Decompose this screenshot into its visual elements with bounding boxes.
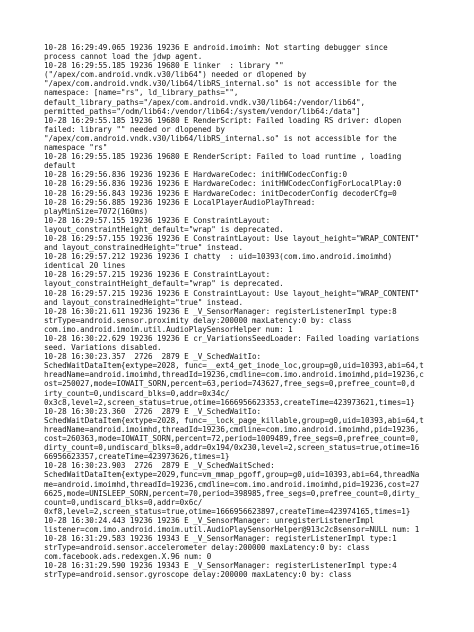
log-line: 10-28 16:29:56.885 19236 19236 E LocalPlayerAudioPlayThread: (44, 197, 316, 207)
log-line: default (44, 161, 76, 171)
log-line: 10-28 16:29:55.185 19236 19680 E RenderScript: Failed to load runtime , loading (44, 152, 402, 162)
log-line: SchedWaitDataItem{extype=2028, func=__ext4_get_inode_loc,group=g0,uid=10393,abi=64,t (44, 361, 424, 371)
log-line: 10-28 16:30:21.611 19236 19236 E _V_SensorManager: registerListenerImpl type:8 (44, 306, 397, 316)
log-line: 0x3c8,level=2,screen_status=true,otime=1666956623353,createTime=423973621,times=1} (44, 397, 415, 407)
log-line: namespace: [name="rs", ld_library_paths="", (44, 88, 239, 98)
log-line: com.facebook.ads.redexgen.X.96 num: 0 (44, 552, 212, 562)
log-line: SchedWaitDataItem{extype=2029,func=vm_mmap_pgoff,group=g0,uid=10393,abi=64,threadNa (44, 470, 420, 480)
log-line: "/apex/com.android.vndk.v30/lib64/libRS_internal.so" is not accessible for the (44, 79, 397, 89)
log-line: strType=android.sensor.accelerometer delay:200000 maxLatency:0 by: class (44, 543, 370, 553)
log-line: hreadName=android.imoimhd,threadId=19236,cmdline=com.imo.android.imoimhd,pid=19236,c (44, 370, 424, 380)
log-line: 0xf8,level=2,screen_status=true,otime=1666956623897,createTime=423974165,times=1} (44, 506, 411, 516)
log-line: 10-28 16:29:55.185 19236 19680 E linker : library "" (44, 61, 284, 71)
log-line: 10-28 16:30:23.903 2726 2879 E _V_SchedWaitSched: (44, 461, 275, 471)
log-line: hreadName=android.imoimhd,threadId=19236,cmdline=com.imo.android.imoimhd,pid=19236, (44, 424, 420, 434)
log-line: failed: library "" needed or dlopened by (44, 124, 225, 134)
log-line: ("/apex/com.android.vndk.v30/lib64") needed or dlopened by (44, 70, 307, 80)
log-line: and layout_constrainedHeight="true" instead. (44, 243, 243, 253)
log-line: 10-28 16:29:57.212 19236 19236 I chatty : uid=10393(com.imo.android.imoimhd) (44, 252, 393, 262)
log-line: irty_count=0,undiscard_blks=0,addr=0x34c/ (44, 388, 230, 398)
log-line: 10-28 16:29:56.836 19236 19236 E HardwareCodec: initHWCodecConfig:0 (44, 170, 347, 180)
log-line: 10-28 16:29:55.185 19236 19680 E RenderScript: Failed loading RS driver: dlopen (44, 115, 402, 125)
log-line: 10-28 16:29:49.065 19236 19236 E android.imoimh: Not starting debugger since (44, 43, 388, 52)
log-line: layout_constraintHeight_default="wrap" is deprecated. (44, 224, 284, 234)
log-line: identical 20 lines (44, 261, 126, 271)
log-line: strType=android.sensor.proximity delay:200000 maxLatency:0 by: class (44, 315, 352, 325)
log-line: 10-28 16:29:57.215 19236 19236 E ConstraintLayout: (44, 270, 271, 280)
log-line: com.imo.android.imoim.util.AudioPlaySensorHelper num: 1 (44, 324, 293, 334)
log-line: 10-28 16:29:57.155 19236 19236 E ConstraintLayout: (44, 215, 271, 225)
log-text-block (44, 43, 454, 580)
log-line: cost=260363,mode=IOWAIT_SORN,percent=72,period=1009489,free_segs=0,prefree_count=0, (44, 434, 420, 444)
log-line: default_library_paths="/apex/com.android.vndk.v30/lib64:/vendor/lib64", (44, 97, 366, 107)
log-line: layout_constraintHeight_default="wrap" is deprecated. (44, 279, 284, 289)
log-line: namespace "rs" (44, 143, 108, 153)
log-line: 10-28 16:31:29.583 19236 19343 E _V_SensorManager: registerListenerImpl type:1 (44, 534, 397, 544)
log-line: seed. Variations disabled. (44, 343, 162, 353)
log-line: playMinSize=7072(160ms) (44, 206, 149, 216)
log-line: 10-28 16:30:22.629 19236 19236 E cr_VariationsSeedLoader: Failed loading variations (44, 334, 420, 343)
log-line: process cannot load the jdwp agent. (44, 52, 203, 62)
log-line: and layout_constrainedHeight="true" instead. (44, 297, 243, 307)
log-line: me=android.imoimhd,threadId=19236,cmdline=com.imo.android.imoimhd,pid=19236,cost=27 (44, 479, 420, 489)
log-line: dirty_count=0,undiscard_blks=0,addr=0x194/0x230,level=2,screen_status=true,otime=16 (44, 443, 420, 453)
log-line: count=0,undiscard_blks=0,addr=0x6c/ (44, 497, 203, 507)
log-line: listener=com.imo.android.imoim.util.AudioPlaySensorHelper@913c2c8sensor=NULL num: 1 (44, 524, 420, 534)
log-line: 66956623357,createTime=423973626,times=1} (44, 452, 230, 462)
log-line: 10-28 16:29:56.836 19236 19236 E HardwareCodec: initHWCodecConfigForLocalPlay:0 (44, 179, 402, 189)
log-line: 6625,mode=UNISLEEP_SORN,percent=70,period=398985,free_segs=0,prefree_count=0,dirty_ (44, 488, 420, 498)
log-line: ost=250027,mode=IOWAIT_SORN,percent=63,period=743627,free_segs=0,prefree_count=0,d (44, 379, 415, 389)
log-line: strType=android.sensor.gyroscope delay:200000 maxLatency:0 by: class (44, 570, 352, 580)
log-line: "/apex/com.android.vndk.v30/lib64/libRS_internal.so" is not accessible for the (44, 133, 397, 143)
log-line: 10-28 16:29:56.843 19236 19236 E HardwareCodec: initDecoderConfig decoderCfg=0 (44, 188, 397, 198)
log-line: 10-28 16:29:57.215 19236 19236 E ConstraintLayout: Use layout_height="WRAP_CONTENT" (44, 288, 420, 298)
log-line: 10-28 16:30:23.357 2726 2879 E _V_SchedWaitIo: (44, 352, 262, 362)
log-line: 10-28 16:29:57.155 19236 19236 E ConstraintLayout: Use layout_height="WRAP_CONTENT" (44, 233, 420, 243)
log-line: 10-28 16:30:23.360 2726 2879 E _V_SchedWaitIo: (44, 406, 262, 416)
log-line: SchedWaitDataItem{extype=2028, func=__lock_page_killable,group=g0,uid=10393,abi=64,t (44, 415, 424, 425)
log-line: 10-28 16:30:24.443 19236 19236 E _V_SensorManager: unregisterListenerImpl (44, 515, 375, 525)
log-line: 10-28 16:31:29.590 19236 19343 E _V_SensorManager: registerListenerImpl type:4 (44, 561, 397, 571)
log-line: permitted_paths="/odm/lib64:/vendor/lib64:/system/vendor/lib64:/data"] (44, 106, 361, 116)
